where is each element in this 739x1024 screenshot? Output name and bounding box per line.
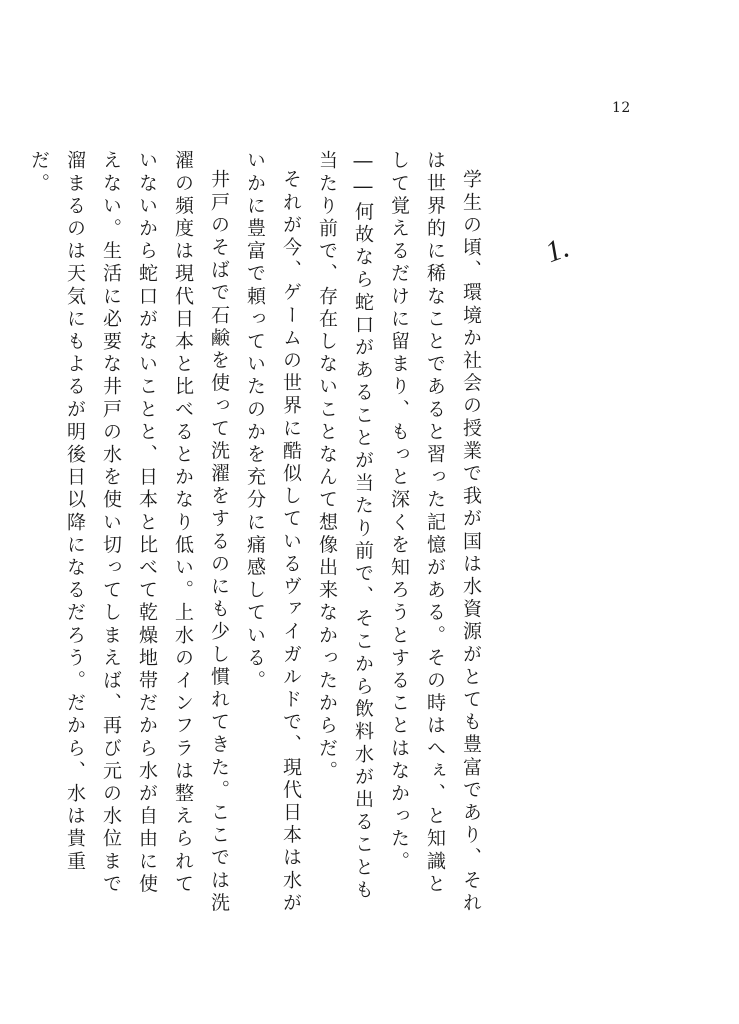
section-mark: 1.: [541, 230, 574, 270]
vertical-text-body: [3, 150, 489, 915]
page-number: 12: [612, 100, 631, 116]
paragraph-2: それが今、ゲームの世界に酷似しているヴァイガルドで、現代日本は水がいかに豊富で頼っていたのかを充分に痛感している。: [244, 150, 302, 915]
paragraph-1: 学生の頃、環境か社会の授業で我が国は水資源がとても豊富であり、それは世界的に稀なことであると習った記憶がある。その時はへぇ、と知識として覚えるだけに留まり、もっと深くを知ろうとすることはなかった。――何故なら蛇口があることが当たり前で、そこから飲料水が出ることも当たり前で、存在しないことなんて想像出来なかったからだ。: [316, 150, 482, 915]
paragraph-3: 井戸のそばで石鹸を使って洗濯をするのにも少し慣れてきた。ここでは洗濯の頻度は現代日本と比べるとかなり低い。上水のインフラは整えられていないから蛇口がないことと、日本と比べて乾燥地帯だから水が自由に使えない。生活に必要な井戸の水を使い切ってしまえば、再び元の水位まで溜まるのは天気にもよるが明後日以降になるだろう。だから、水は貴重だ。: [28, 150, 230, 915]
